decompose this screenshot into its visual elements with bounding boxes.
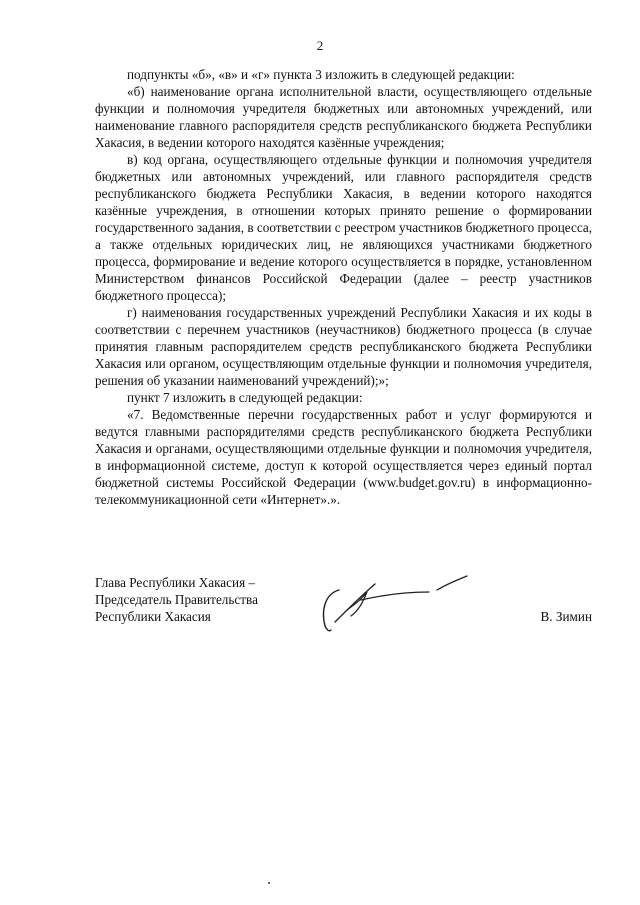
signer-position — [95, 574, 258, 625]
paragraph-amend-item-7: пункт 7 изложить в следующей редакции: — [127, 390, 363, 405]
signature-block — [95, 574, 592, 654]
paragraph-item-7: «7. Ведомственные перечни государственных работ и услуг формируются и ведутся главными распорядителями средств республиканского бюджета Республики Хакасия и органами, осуществляющими отдельные функции и полномочия учредителя, в информационной системе, доступ к которой осуществляется через единый портал бюджетной системы Российской Федерации (www.budget.gov.ru) в информационно-телекоммуникационной сети «Интернет».». — [95, 407, 592, 507]
handwritten-signature — [317, 570, 477, 640]
signer-position-line: Республики Хакасия — [95, 609, 211, 624]
page-number: 2 — [316, 38, 324, 53]
signer-position-line: Глава Республики Хакасия – — [95, 575, 256, 590]
paragraph-subitem-g: г) наименования государственных учреждений Республики Хакасия и их коды в соответствии с перечнем участников (неучастников) бюджетного процесса (в случае принятия главным распорядителем средств республиканского бюджета Республики Хакасия или органом, осуществляющим отдельные функции и полномочия учредителя, решения об указании наименований учреждений);»; — [95, 305, 592, 388]
paragraph-subitem-v: в) код органа, осуществляющего отдельные функции и полномочия учредителя бюджетных или автономных учреждений, или главного распорядителя средств республиканского бюджета Республики Хакасия, в ведении которого находятся казённые учреждения, в отношении которых принято решение о формировании государственного задания, в соответствии с реестром участников бюджетного процесса, а также отдельных юридических лиц, не являющихся участниками бюджетного процесса, формирование и ведение которого осуществляется в порядке, установленном Министерством финансов Российской Федерации (далее – реестр участников бюджетного процесса); — [95, 152, 592, 303]
signer-position-line: Председатель Правительства — [95, 592, 258, 607]
paragraph-subitem-b: «б) наименование органа исполнительной власти, осуществляющего отдельные функции и полномочия учредителя бюджетных или автономных учреждений, или наименование главного распорядителя средств республиканского бюджета Республики Хакасия, в ведении которого находятся казённые учреждения; — [95, 84, 592, 150]
scan-dot — [268, 882, 270, 884]
document-body — [95, 66, 592, 508]
signer-name: В. Зимин — [540, 609, 592, 624]
paragraph-amend-subitems: подпункты «б», «в» и «г» пункта 3 изложить в следующей редакции: — [127, 67, 515, 82]
